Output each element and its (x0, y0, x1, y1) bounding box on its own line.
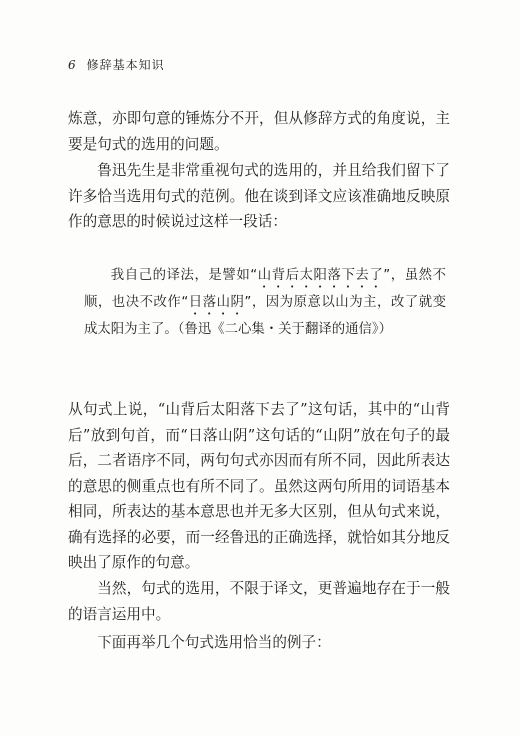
emphasized-phrase-1: 山背后太阳落下去了 (257, 268, 384, 283)
paragraph-examples-intro: 下面再举几个句式选用恰当的例子： (97, 634, 331, 651)
running-title: 修辞基本知识 (86, 58, 165, 72)
running-header (68, 56, 165, 73)
quote-text-1: 我自己的译法，是譬如“ (110, 268, 258, 283)
paragraph-analysis: 从句式上说，“山背后太阳落下去了”这句话，其中的“山背后”放到句首，而“日落山阴”这句话的“山阴”放在句子的最后，二者语序不同，两句句式亦因而有所不同，因此所表达的意思的侧重点也有所不同了。虽然这两句所用的词语基本相同，所表达的基本意思也并无多大区别，但从句式来说，确有选择的必要，而一经鲁迅的正确选择，就恰如其分地反映出了原作的句意。 (68, 401, 450, 571)
paragraph-continued: 炼意，亦即句意的锤炼分不开，但从修辞方式的角度说，主要是句式的选用的问题。 (68, 110, 450, 153)
emphasized-phrase-2: 日落山阴 (188, 295, 245, 310)
page-number: 6 (68, 58, 77, 72)
quote-text-2: ”，虽然不顺，也决不改作“ (84, 268, 447, 310)
paragraph-luxun-intro: 鲁迅先生是非常重视句式的选用的，并且给我们留下了许多恰当选用句式的范例。他在谈到译文应该准确地反映原作的意思的时候说过这样一段话： (68, 162, 450, 230)
paragraph-general-usage: 当然，句式的选用，不限于译文，更普遍地存在于一般的语言运用中。 (68, 580, 450, 623)
quote-text-3: ”，因为原意以山为主，改了就变成太阳为主了。（鲁迅《二心集・关于翻译的通信》） (84, 295, 447, 337)
block-quote (84, 264, 446, 342)
